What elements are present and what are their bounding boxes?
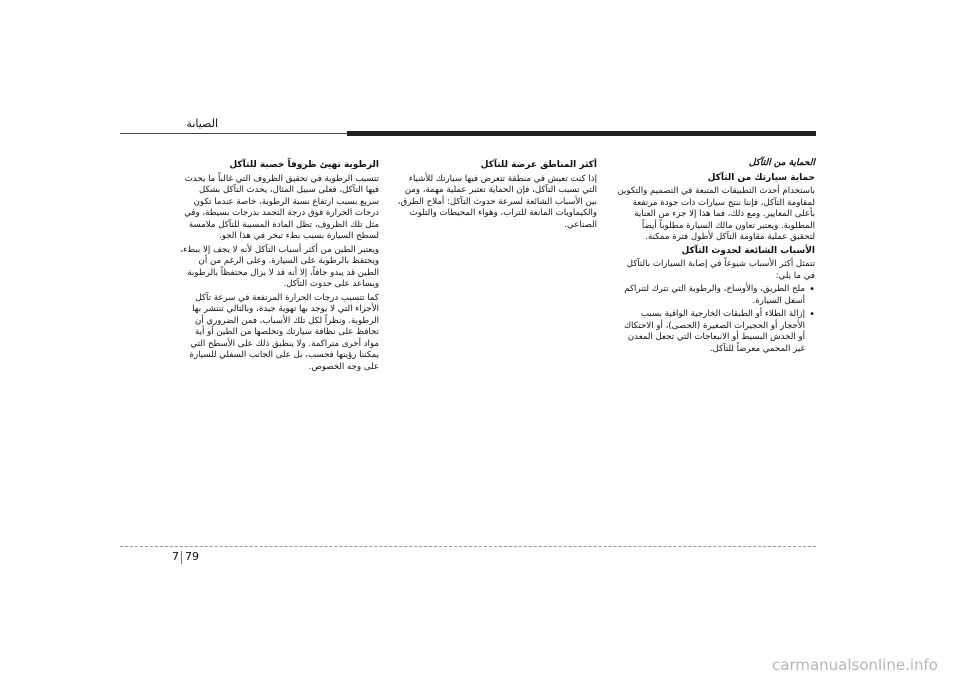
paragraph: تتمثل أكثر الأسباب شيوعاً في إصابة السيارات بالتآكل في ما يلي: <box>626 259 815 281</box>
paragraph: كما تتسبب درجات الحرارة المرتفعة في سرعة تآكل الأجزاء التي لا يوجد بها تهوية جيدة، وبالتالي تنتشر بها الرطوبة. ونظراً لكل تلك الأسباب، فمن الضروري أن تحافظ على نظافة سيارتك وتخلصها من الطين أو أية مواد أخرى متراكمة. ولا ينطبق ذلك على الأسطح التي يمكننا رؤيتها فحسب، بل على الجانب السفلي للسيارة على وجه الخصوص. <box>189 292 379 372</box>
content-columns <box>175 158 815 478</box>
column-right <box>615 158 815 357</box>
page-number: 79 <box>185 550 199 563</box>
page-number-separator <box>181 551 182 564</box>
causes-list <box>615 284 815 355</box>
section-heading-corrosion: الحماية من التآكل <box>748 158 815 168</box>
header-thick-bar <box>347 131 816 136</box>
paragraph: تتسبب الرطوبة في تحقيق الظروف التي غالباً ما يحدث فيها التآكل، فعلى سبيل المثال، يحدث التآكل بشكل سريع بسبب ارتفاع نسبة الرطوبة، خاصة عندما تكون درجات الحرارة فوق درجة التجمد بدرجات بسيطة، وفي مثل تلك الظروف، تظل المادة المسببة للتآكل ملامسة لسطح السيارة بسبب بطء تبخر في هذا الجو. <box>184 173 379 241</box>
chapter-number: 7 <box>172 550 179 563</box>
subheading-protect: حماية سيارتك من التآكل <box>707 172 815 183</box>
paragraph: باستخدام أحدث التطبيقات المتبعة في التصميم والتكوين لمقاومة التآكل، فإننا ننتج سيارات ذات جودة مرتفعة بأعلى المعايير. ومع ذلك، فما هذا إلا جزء من العناية المطلوبة. ويعتبر تعاون مالك السيارة مطلوباً أيضاً لتحقيق عملية مقاومة التآكل لأطول فترة ممكنة. <box>617 186 815 242</box>
list-item: • ملح الطريق، والأوساخ، والرطوبة التي تترك لتتراكم أسفل السيارة. <box>615 284 805 307</box>
subheading-exposed-areas: أكثر المناطق عرضة للتآكل <box>480 160 597 170</box>
paragraph: إذا كنت تعيش في منطقة تتعرض فيها سيارتك للأشياء التي تسبب التآكل، فإن الحماية تعتبر عملية مهمة، ومن بين الأسباب الشائعة لسرعة حدوث التآكل: أملاح الطرق، والكيماويات المانعة للتراب، وهواء المحيطات والتلوث الصناعي. <box>397 173 597 230</box>
subheading-causes: الأسباب الشائعة لحدوث التآكل <box>681 245 815 256</box>
footer-rule <box>120 546 816 547</box>
header-rule <box>120 131 816 137</box>
subheading-moisture: الرطوبة تهيئ ظروفاً خصبة للتآكل <box>229 160 379 170</box>
list-item: • إزالة الطلاء أو الطبقات الخارجية الواقية بسبب الأحجار أو الحجيرات الصغيرة (الحصى)، أو الاحتكاك أو الخدش البسيط أو الانبعاجات التي تجعل المعدن غير المحمي معرضاً للتآكل. <box>615 309 805 355</box>
page-header-title: الصيانة <box>186 117 218 130</box>
watermark-text: carmanualsonline.info <box>772 656 938 674</box>
paragraph: ويعتبر الطين من أكثر أسباب التآكل لأنه لا يجف إلا ببطء، ويحتفظ بالرطوبة على السيارة. وعلى الرغم من أن الطين قد يبدو جافاً، إلا أنه قد لا يزال محتفظاً بالرطوبة ويساعد على حدوث التآكل. <box>180 244 379 289</box>
column-left <box>179 158 379 375</box>
column-middle <box>397 158 597 233</box>
